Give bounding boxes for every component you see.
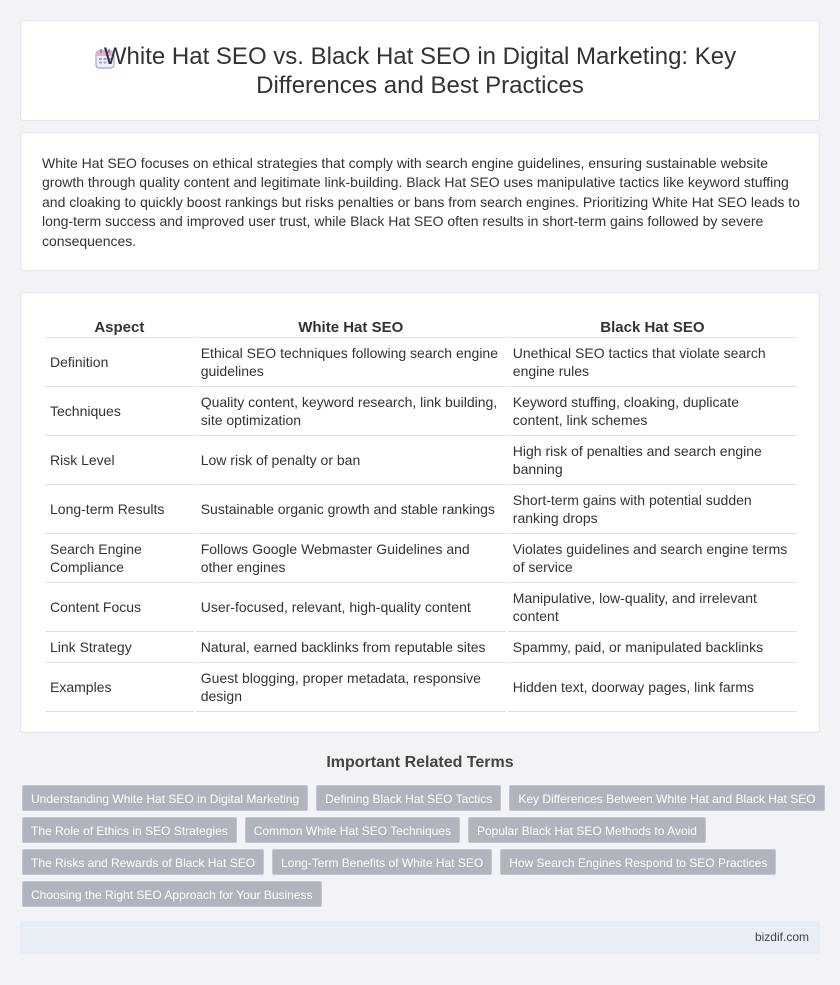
table-cell-white-hat: Guest blogging, proper metadata, responsive design [196, 663, 506, 712]
intro-card [20, 132, 820, 271]
table-cell-black-hat: Hidden text, doorway pages, link farms [508, 663, 797, 712]
page-title: White Hat SEO vs. Black Hat SEO in Digital Marketing: Key Differences and Best Practices [103, 42, 737, 99]
table-cell-aspect: Definition [45, 338, 194, 387]
table-cell-black-hat: Keyword stuffing, cloaking, duplicate content, link schemes [508, 387, 797, 436]
header-card [20, 20, 820, 121]
related-term-link[interactable]: Key Differences Between White Hat and Black Hat SEO [509, 785, 824, 811]
table-row [45, 663, 797, 712]
related-terms-list [22, 785, 822, 913]
table-cell-aspect: Examples [45, 663, 194, 712]
table-row [45, 583, 797, 632]
related-term-link[interactable]: How Search Engines Respond to SEO Practices [500, 849, 776, 875]
table-cell-black-hat: Unethical SEO tactics that violate search engine rules [508, 338, 797, 387]
related-term-link[interactable]: Defining Black Hat SEO Tactics [316, 785, 501, 811]
comparison-table-card [20, 292, 820, 733]
related-term-link[interactable]: Common White Hat SEO Techniques [245, 817, 460, 843]
table-cell-black-hat: Spammy, paid, or manipulated backlinks [508, 632, 797, 663]
table-cell-black-hat: Short-term gains with potential sudden ranking drops [508, 485, 797, 534]
related-term-link[interactable]: Choosing the Right SEO Approach for Your Business [22, 881, 322, 907]
table-cell-aspect: Techniques [45, 387, 194, 436]
related-term-link[interactable]: Understanding White Hat SEO in Digital Marketing [22, 785, 308, 811]
table-row [45, 338, 797, 387]
table-cell-white-hat: Natural, earned backlinks from reputable sites [196, 632, 506, 663]
column-header-black-hat: Black Hat SEO [508, 316, 797, 338]
footer [20, 921, 820, 954]
table-cell-aspect: Risk Level [45, 436, 194, 485]
table-cell-white-hat: Quality content, keyword research, link building, site optimization [196, 387, 506, 436]
table-cell-white-hat: Low risk of penalty or ban [196, 436, 506, 485]
table-cell-white-hat: Sustainable organic growth and stable rankings [196, 485, 506, 534]
table-row [45, 436, 797, 485]
related-term-link[interactable]: Popular Black Hat SEO Methods to Avoid [468, 817, 706, 843]
intro-paragraph: White Hat SEO focuses on ethical strategies that comply with search engine guidelines, ensuring sustainable website growth through quality content and legitimate link-building. Black Hat SEO uses manipulative tactics like keyword stuffing and cloaking to quickly boost rankings but risks penalties or bans from search engines. Prioritizing White Hat SEO leads to long-term success and improved user trust, while Black Hat SEO often results in short-term gains followed by severe consequences. [42, 155, 800, 249]
column-header-white-hat: White Hat SEO [196, 316, 506, 338]
table-cell-aspect: Content Focus [45, 583, 194, 632]
table-row [45, 632, 797, 663]
table-cell-aspect: Link Strategy [45, 632, 194, 663]
table-row [45, 387, 797, 436]
table-cell-black-hat: Violates guidelines and search engine terms of service [508, 534, 797, 583]
table-cell-black-hat: High risk of penalties and search engine banning [508, 436, 797, 485]
related-terms-title: Important Related Terms [326, 754, 514, 771]
table-cell-black-hat: Manipulative, low-quality, and irrelevant content [508, 583, 797, 632]
column-header-aspect: Aspect [45, 316, 194, 338]
table-header-row [45, 316, 797, 338]
table-cell-white-hat: Follows Google Webmaster Guidelines and other engines [196, 534, 506, 583]
comparison-table [43, 316, 799, 712]
related-term-link[interactable]: The Risks and Rewards of Black Hat SEO [22, 849, 264, 875]
table-row [45, 534, 797, 583]
table-cell-white-hat: User-focused, relevant, high-quality content [196, 583, 506, 632]
footer-site-link[interactable]: bizdif.com [754, 930, 809, 944]
table-row [45, 485, 797, 534]
table-cell-aspect: Long-term Results [45, 485, 194, 534]
related-term-link[interactable]: The Role of Ethics in SEO Strategies [22, 817, 237, 843]
related-term-link[interactable]: Long-Term Benefits of White Hat SEO [272, 849, 492, 875]
table-cell-aspect: Search Engine Compliance [45, 534, 194, 583]
table-cell-white-hat: Ethical SEO techniques following search engine guidelines [196, 338, 506, 387]
